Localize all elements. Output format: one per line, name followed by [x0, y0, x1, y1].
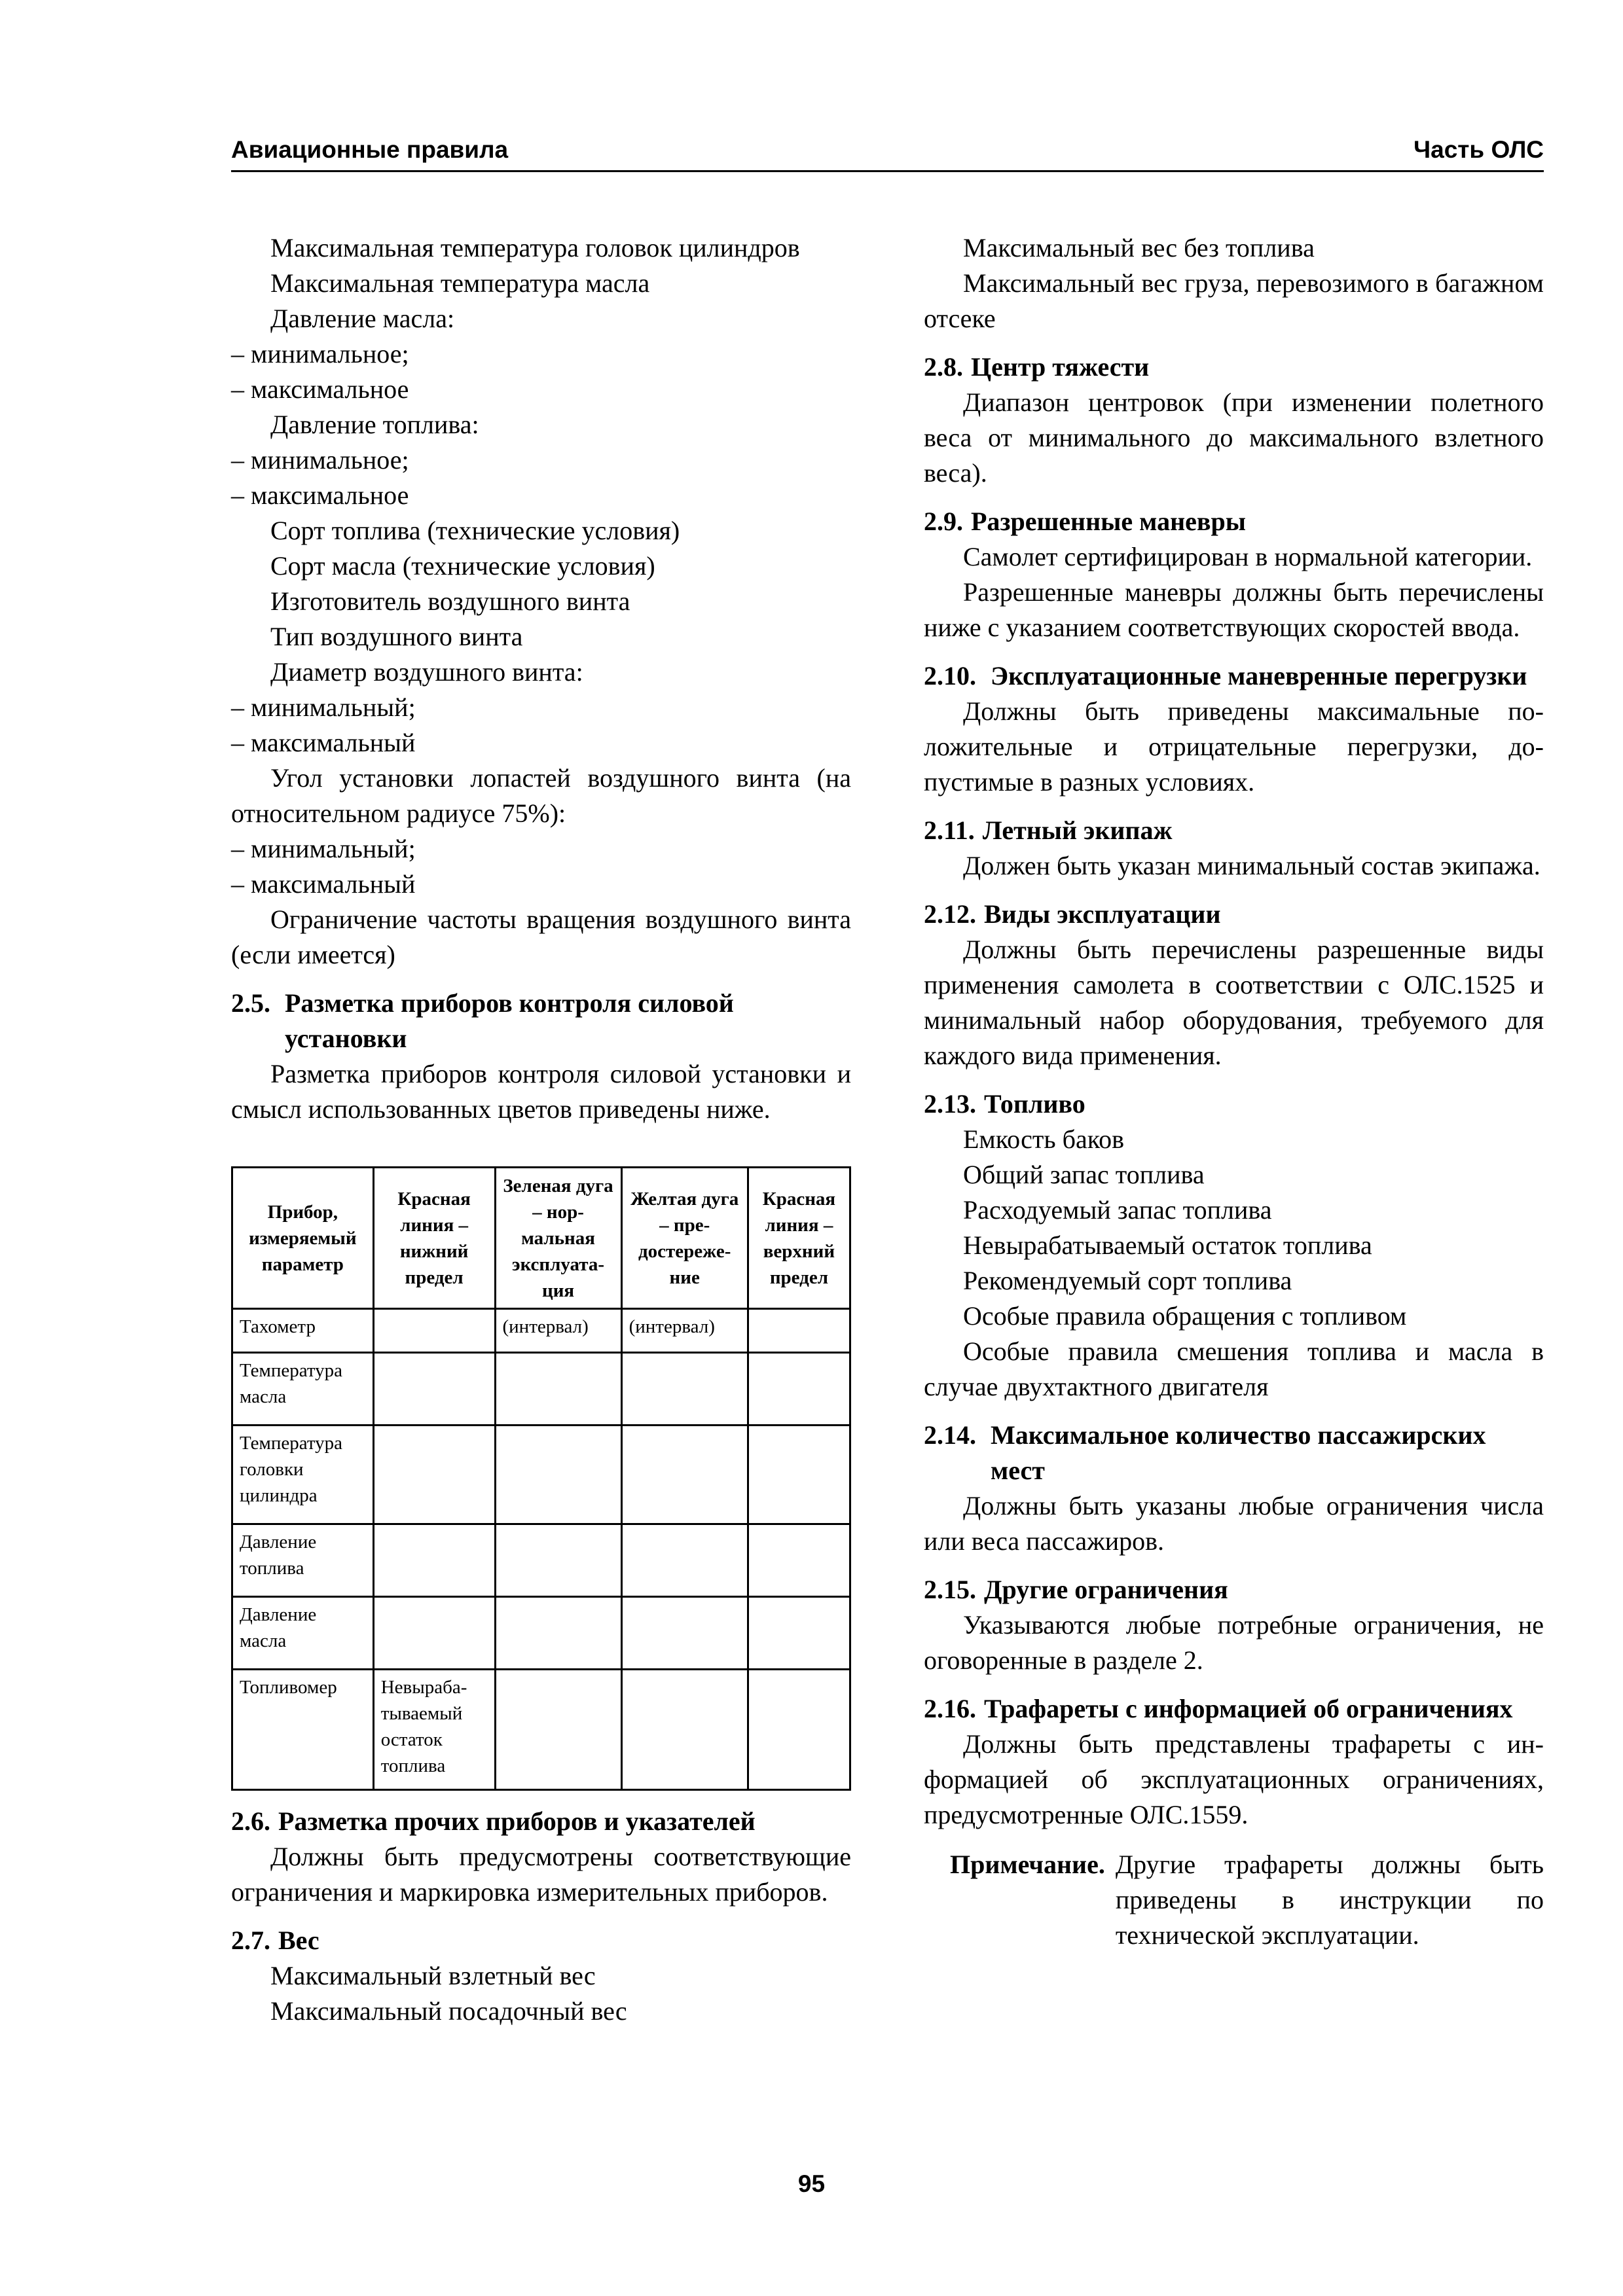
paragraph: Максимальный вес без топлива — [963, 233, 1315, 262]
paragraph: Диапазон центровок (при изменении полетного веса от минимального до максимального взлетного веса). — [924, 387, 1544, 488]
paragraph: Указываются любые потребные ограничения, не оговоренные в разделе 2. — [924, 1610, 1544, 1675]
table-cell — [495, 1670, 621, 1790]
running-header — [231, 136, 1544, 172]
paragraph: – максимальный — [231, 869, 416, 899]
paragraph: Должны быть указаны любые ограничения числа или веса пассажиров. — [924, 1491, 1544, 1556]
table-header-cell: Красная линия – нижний предел — [373, 1168, 495, 1309]
section-heading — [924, 1086, 1544, 1122]
table-cell — [748, 1309, 850, 1353]
paragraph: Давление масла: — [270, 304, 455, 333]
paragraph: Должны быть перечислены разрешенные виды применения самолета в соответствии с ОЛС.1525 и минимальный набор оборудования, требуемого для каждого вида применения. — [924, 935, 1544, 1070]
paragraph: Максимальный взлетный вес — [270, 1961, 596, 1990]
table-row — [232, 1670, 850, 1790]
paragraph: Диаметр воздушного винта: — [270, 657, 583, 687]
section-title: Трафареты с информацией об ограничениях — [984, 1694, 1513, 1723]
section-number: 2.14. — [924, 1420, 976, 1450]
paragraph: – максимальное — [231, 374, 409, 404]
table-cell — [748, 1597, 850, 1670]
page-number: 95 — [797, 2170, 826, 2197]
paragraph: – минимальный; — [231, 692, 416, 722]
section-title: Другие ограничения — [984, 1575, 1228, 1604]
section-heading — [924, 504, 1544, 539]
paragraph: Максимальный посадочный вес — [270, 1996, 627, 2026]
table-cell — [621, 1524, 748, 1597]
section-number: 2.10. — [924, 661, 976, 691]
section-heading — [924, 813, 1544, 848]
paragraph: Должны быть приведены максимальные положительные и отрицательные перегрузки, допустимые в разных условиях. — [924, 696, 1544, 797]
note-text: Другие трафареты должны быть приведены в инструкции по технической эксплуатации. — [1115, 1850, 1544, 1950]
table-cell — [373, 1426, 495, 1524]
paragraph: Давление топлива: — [270, 410, 479, 439]
section-title: Вес — [278, 1926, 319, 1955]
section-heading — [924, 658, 1544, 694]
section-title: Разметка прочих приборов и указателей — [278, 1806, 756, 1836]
header-part: Часть ОЛС — [1413, 136, 1544, 163]
paragraph: Должны быть представлены трафареты с информацией об эксплуатационных ограничениях, предусмотренные ОЛС.1559. — [924, 1729, 1544, 1829]
table-cell — [748, 1670, 850, 1790]
table-cell: Топливомер — [232, 1670, 374, 1790]
table-cell — [621, 1426, 748, 1524]
section-title: Разметка приборов контроля силовой установки — [285, 988, 734, 1053]
paragraph: – минимальное; — [231, 445, 409, 475]
section-number: 2.11. — [924, 816, 975, 845]
section-title: Максимальное количество пассажирских мест — [991, 1420, 1486, 1485]
section-title: Топливо — [984, 1089, 1085, 1119]
table-cell — [495, 1524, 621, 1597]
section-heading — [924, 1572, 1544, 1607]
paragraph: Разрешенные маневры должны быть перечислены ниже с указанием соответствующих скоростей ввода. — [924, 577, 1544, 642]
paragraph: Особые правила смешения топлива и масла в случае двухтактного двигателя — [924, 1336, 1544, 1401]
section-number: 2.8. — [924, 352, 963, 382]
table-cell — [373, 1597, 495, 1670]
note-label: Примечание. — [950, 1850, 1105, 1879]
section-heading — [924, 350, 1544, 385]
table-cell: Температура головки цилиндра — [232, 1426, 374, 1524]
table-cell — [495, 1426, 621, 1524]
section-heading — [231, 1804, 851, 1839]
paragraph: – максимальный — [231, 728, 416, 757]
table-cell: Тахометр — [232, 1309, 374, 1353]
paragraph: Максимальная температура головок цилиндров — [270, 233, 800, 262]
table-cell — [748, 1426, 850, 1524]
paragraph: Изготовитель воздушного винта — [270, 586, 630, 616]
section-number: 2.9. — [924, 507, 963, 536]
paragraph: Расходуемый запас топлива — [963, 1195, 1272, 1225]
paragraph: Ограничение частоты вращения воздушного винта (если имеется) — [231, 905, 851, 969]
table-header-row — [232, 1168, 850, 1309]
table-cell — [373, 1309, 495, 1353]
paragraph: Максимальный вес груза, перевозимого в багажном отсеке — [924, 268, 1544, 333]
paragraph: Невырабатываемый остаток топлива — [963, 1230, 1372, 1260]
table-cell: Давление масла — [232, 1597, 374, 1670]
table-cell — [373, 1524, 495, 1597]
table-cell: Давление топлива — [232, 1524, 374, 1597]
right-column — [924, 230, 1544, 1953]
table-cell — [621, 1597, 748, 1670]
paragraph: – минимальное; — [231, 339, 409, 368]
paragraph: Должен быть указан минимальный состав экипажа. — [963, 851, 1541, 880]
table-cell — [748, 1524, 850, 1597]
paragraph: Общий запас топлива — [963, 1160, 1205, 1189]
section-heading — [924, 1691, 1544, 1727]
paragraph: Сорт топлива (технические условия) — [270, 516, 680, 545]
left-column — [231, 230, 851, 2029]
section-heading — [924, 897, 1544, 932]
paragraph: Сорт масла (технические условия) — [270, 551, 655, 581]
table-header-cell: Желтая дуга – предостережение — [621, 1168, 748, 1309]
table-row — [232, 1353, 850, 1426]
paragraph: Тип воздушного винта — [270, 622, 523, 651]
section-number: 2.13. — [924, 1089, 976, 1119]
section-title: Летный экипаж — [982, 816, 1173, 845]
paragraph: Угол установки лопастей воздушного винта (на относительном радиусе 75%): — [231, 763, 851, 828]
section-title: Эксплуатационные маневренные перегрузки — [991, 661, 1527, 691]
paragraph: Рекомендуемый сорт топлива — [963, 1266, 1292, 1295]
table-row — [232, 1426, 850, 1524]
paragraph: Емкость баков — [963, 1124, 1125, 1154]
table-header-cell: Красная линия – верхний предел — [748, 1168, 850, 1309]
table-row — [232, 1597, 850, 1670]
paragraph: Максимальная температура масла — [270, 268, 650, 298]
paragraph: – минимальный; — [231, 834, 416, 863]
table-cell: Температура масла — [232, 1353, 374, 1426]
section-number: 2.5. — [231, 988, 270, 1018]
paragraph: Разметка приборов контроля силовой установки и смысл использованных цветов приведены ниже. — [231, 1059, 851, 1124]
section-number: 2.7. — [231, 1926, 270, 1955]
table-row — [232, 1309, 850, 1353]
table-row — [232, 1524, 850, 1597]
table-cell — [495, 1353, 621, 1426]
table-cell: Невырабатываемый остаток топлива — [373, 1670, 495, 1790]
section-title: Виды эксплуатации — [984, 899, 1221, 929]
table-cell — [373, 1353, 495, 1426]
section-heading — [231, 986, 851, 1056]
section-number: 2.12. — [924, 899, 976, 929]
paragraph: Самолет сертифицирован в нормальной категории. — [963, 542, 1533, 571]
table-cell — [748, 1353, 850, 1426]
section-number: 2.6. — [231, 1806, 270, 1836]
table-cell — [495, 1597, 621, 1670]
table-header-cell: Зеленая дуга – нормальная эксплуатация — [495, 1168, 621, 1309]
header-title: Авиационные правила — [231, 136, 509, 163]
section-heading — [924, 1418, 1544, 1488]
section-heading — [231, 1923, 851, 1958]
note — [924, 1847, 1544, 1953]
paragraph: – максимальное — [231, 480, 409, 510]
table-cell — [621, 1670, 748, 1790]
section-title: Центр тяжести — [971, 352, 1150, 382]
section-number: 2.15. — [924, 1575, 976, 1604]
paragraph: Особые правила обращения с топливом — [963, 1301, 1407, 1331]
table-cell — [621, 1353, 748, 1426]
section-number: 2.16. — [924, 1694, 976, 1723]
paragraph: Должны быть предусмотрены соответствующие ограничения и маркировка измерительных приборов. — [231, 1842, 851, 1907]
instrument-marking-table — [231, 1166, 851, 1791]
table-cell: (интервал) — [495, 1309, 621, 1353]
table-header-cell: Прибор, измеряемый параметр — [232, 1168, 374, 1309]
table-cell: (интервал) — [621, 1309, 748, 1353]
section-title: Разрешенные маневры — [971, 507, 1246, 536]
